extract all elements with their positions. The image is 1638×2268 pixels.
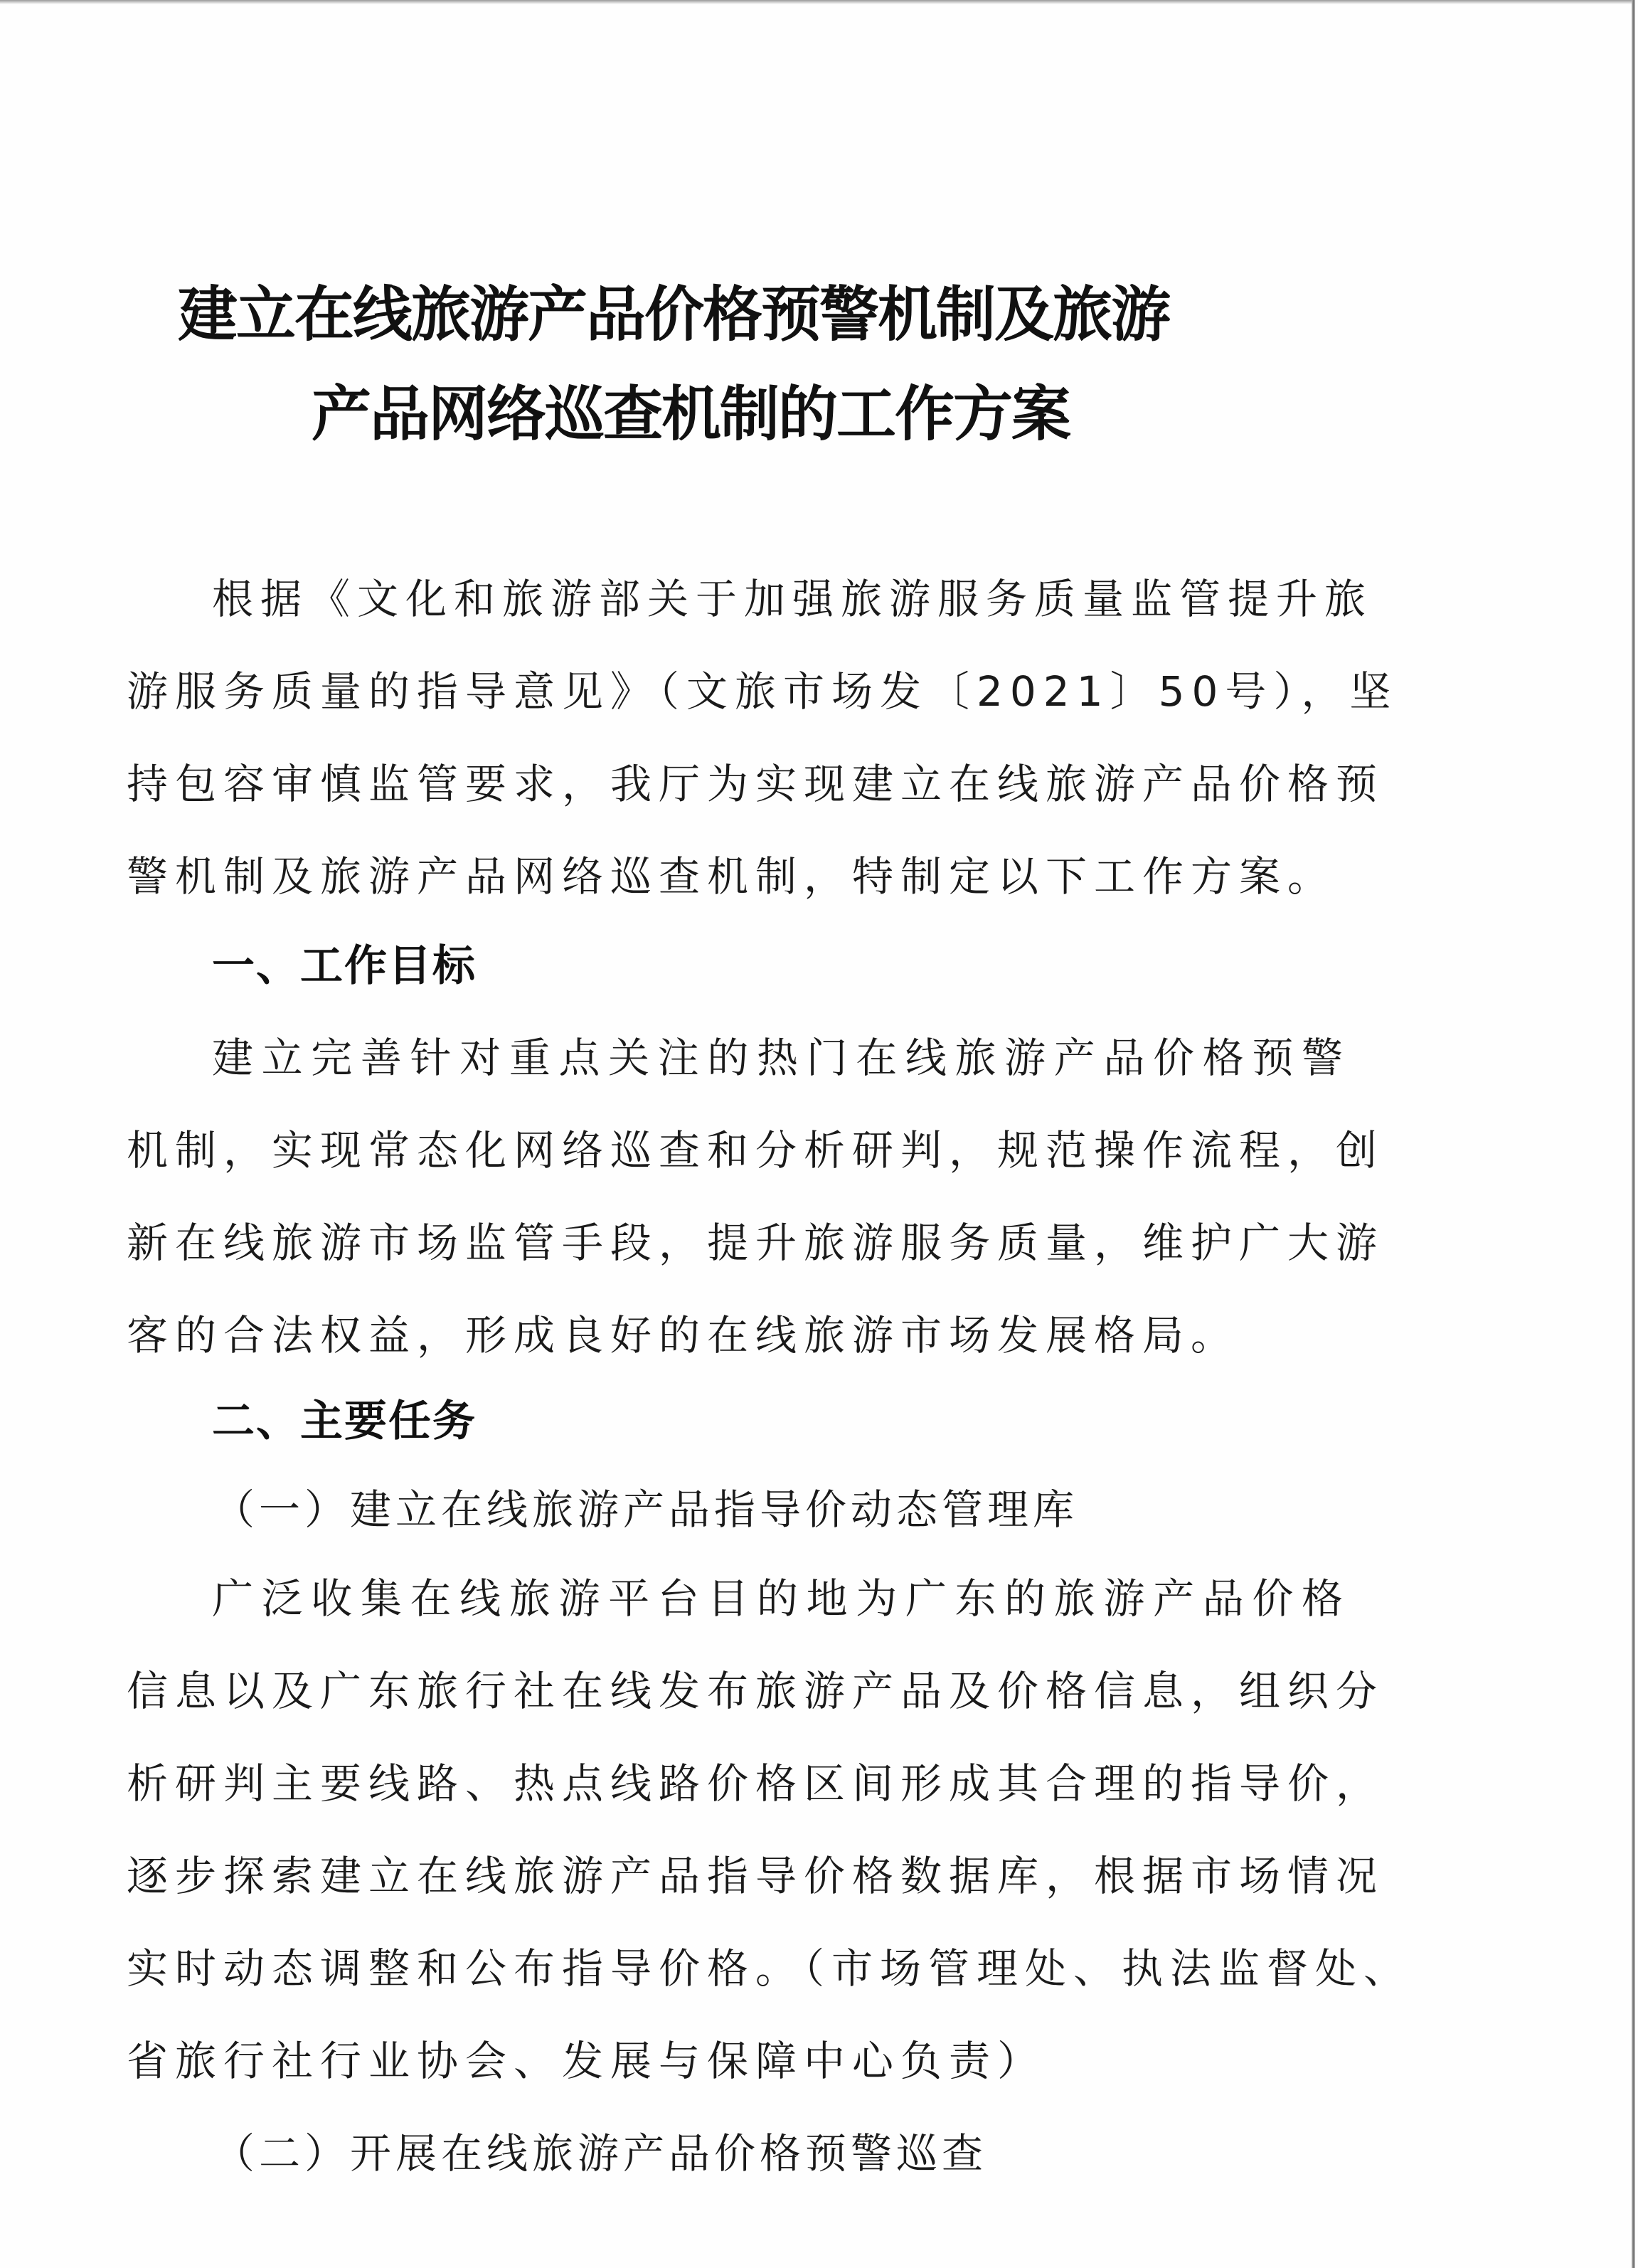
intro-paragraph-line-4: 警机制及旅游产品网络巡查机制，特制定以下工作方案。 (127, 852, 1336, 901)
section1-paragraph-line-4: 客的合法权益，形成良好的在线旅游市场发展格局。 (127, 1311, 1240, 1360)
section-heading-main-tasks: 二、主要任务 (212, 1397, 477, 1446)
subsection1-paragraph-line-2: 信息以及广东旅行社在线发布旅游产品及价格信息，组织分 (127, 1667, 1385, 1715)
section-heading-work-goals: 一、工作目标 (212, 941, 477, 991)
section1-paragraph-line-3: 新在线旅游市场监管手段，提升旅游服务质量，维护广大游 (127, 1219, 1385, 1267)
intro-paragraph-line-1: 根据《文化和旅游部关于加强旅游服务质量监管提升旅 (212, 575, 1373, 623)
intro-paragraph-line-2: 游服务质量的指导意见》（文旅市场发〔2021〕50号），坚 (127, 667, 1398, 716)
subsection1-paragraph-line-1: 广泛收集在线旅游平台目的地为广东的旅游产品价格 (212, 1574, 1350, 1623)
subsection1-paragraph-line-6: 省旅行社行业协会、发展与保障中心负责） (127, 2037, 1046, 2085)
subsection1-paragraph-line-5: 实时动态调整和公布指导价格。（市场管理处、执法监督处、 (127, 1944, 1413, 1993)
scan-border-right (1632, 0, 1635, 2268)
subsection-heading-1: （一）建立在线旅游产品指导价动态管理库 (213, 1485, 1079, 1534)
subsection1-paragraph-line-4: 逐步探索建立在线旅游产品指导价格数据库，根据市场情况 (127, 1852, 1385, 1900)
intro-paragraph-line-3: 持包容审慎监管要求，我厅为实现建立在线旅游产品价格预 (127, 760, 1385, 808)
document-title-line-1: 建立在线旅游产品价格预警机制及旅游 (178, 279, 1170, 349)
subsection1-paragraph-line-3: 析研判主要线路、热点线路价格区间形成其合理的指导价， (127, 1759, 1385, 1808)
document-title-line-2: 产品网络巡查机制的工作方案 (312, 378, 1070, 449)
subsection-heading-2: （二）开展在线旅游产品价格预警巡查 (213, 2129, 988, 2178)
section1-paragraph-line-1: 建立完善针对重点关注的热门在线旅游产品价格预警 (212, 1034, 1350, 1082)
scan-border-top (0, 0, 1632, 4)
section1-paragraph-line-2: 机制，实现常态化网络巡查和分析研判，规范操作流程，创 (127, 1126, 1385, 1175)
